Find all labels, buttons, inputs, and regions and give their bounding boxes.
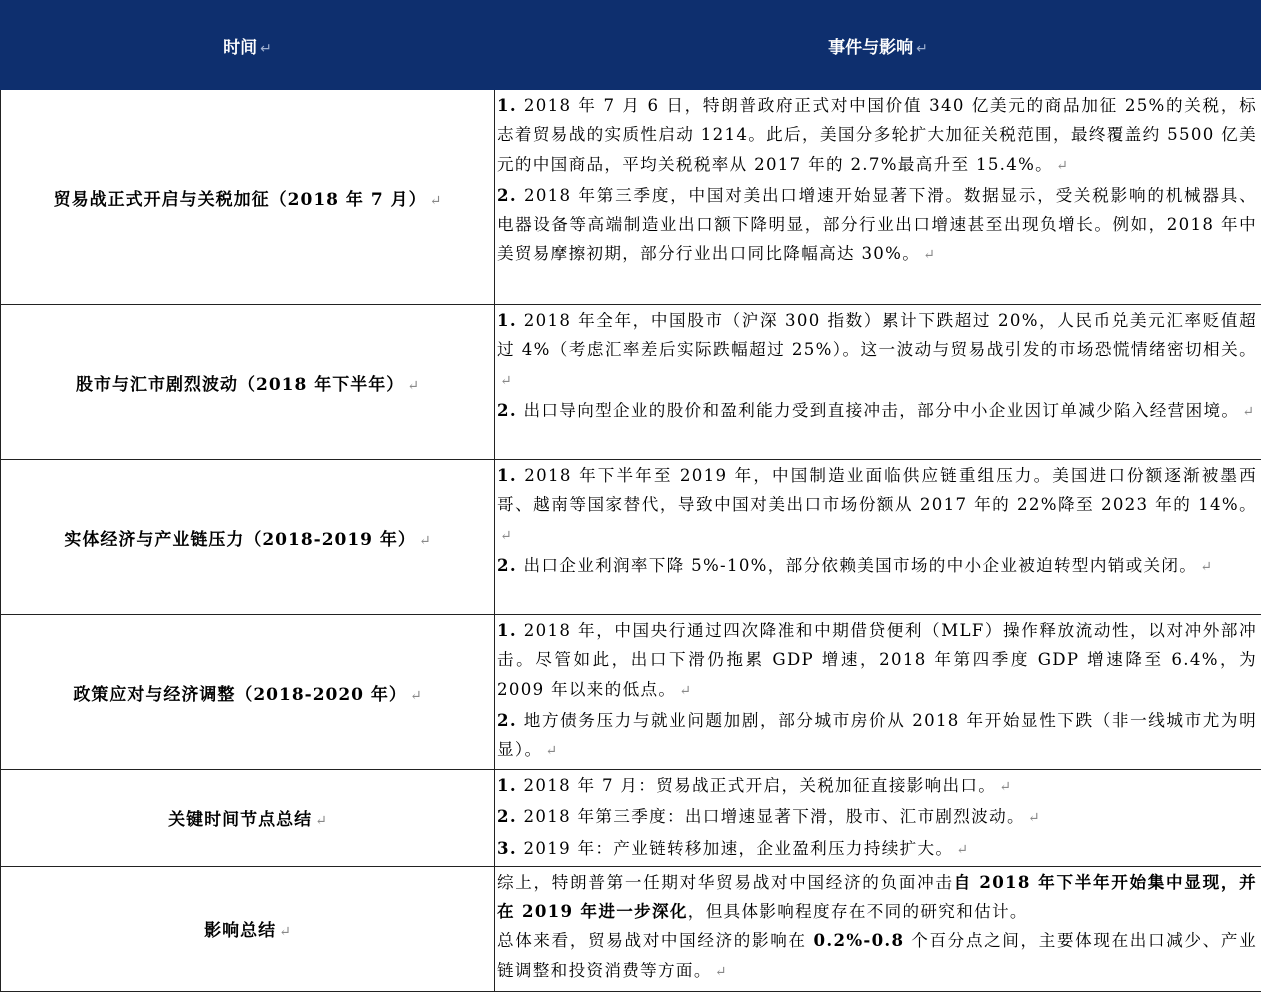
event-item: 1. 2018 年 7 月：贸易战正式开启，关税加征直接影响出口。 ↵ bbox=[497, 771, 1257, 802]
event-item: 2. 2018 年第三季度，中国对美出口增速开始显著下滑。数据显示，受关税影响的机械器具、电器设备等高端制造业出口额下降明显，部分行业出口增速甚至出现负增长。例如，2018 年中美贸易摩擦初期，部分行业出口同比降幅高达 30%。 ↵ bbox=[497, 181, 1257, 271]
time-cell: 关键时间节点总结 ↵ bbox=[1, 770, 495, 867]
table-row bbox=[1, 460, 1261, 615]
event-item: 2. 出口企业利润率下降 5%-10%，部分依赖美国市场的中小企业被迫转型内销或关闭。 ↵ bbox=[497, 551, 1257, 582]
summary-paragraph: 综上，特朗普第一任期对华贸易战对中国经济的负面冲击自 2018 年下半年开始集中显现，并在 2019 年进一步深化，但具体影响程度存在不同的研究和估计。 bbox=[497, 868, 1257, 927]
event-item: 1. 2018 年，中国央行通过四次降准和中期借贷便利（MLF）操作释放流动性，以对冲外部冲击。尽管如此，出口下滑仍拖累 GDP 增速，2018 年第四季度 GDP 增速降至 6.4%，为 2009 年以来的低点。 ↵ bbox=[497, 616, 1257, 706]
table-row bbox=[1, 90, 1261, 305]
event-item: 1. 2018 年全年，中国股市（沪深 300 指数）累计下跌超过 20%，人民币兑美元汇率贬值超过 4%（考虑汇率差后实际跌幅超过 25%）。这一波动与贸易战引发的市场恐慌情绪密切相关。↵ bbox=[497, 306, 1257, 396]
event-item: 2. 地方债务压力与就业问题加剧，部分城市房价从 2018 年开始显性下跌（非一线城市尤为明显）。 ↵ bbox=[497, 706, 1257, 767]
event-item: 2. 出口导向型企业的股价和盈利能力受到直接冲击，部分中小企业因订单减少陷入经营困境。 ↵ bbox=[497, 396, 1257, 427]
summary-paragraph: 总体来看，贸易战对中国经济的影响在 0.2%-0.8 个百分点之间，主要体现在出口减少、产业链调整和投资消费等方面。 ↵ bbox=[497, 926, 1257, 987]
table-row bbox=[1, 615, 1261, 770]
summary-cell bbox=[495, 866, 1261, 991]
table-row bbox=[1, 305, 1261, 460]
event-item: 3. 2019 年：产业链转移加速，企业盈利压力持续扩大。 ↵ bbox=[497, 834, 1257, 865]
header-time: 时间 ↵ bbox=[1, 1, 495, 90]
table-row bbox=[1, 866, 1261, 991]
event-cell bbox=[495, 460, 1261, 615]
table-row bbox=[1, 770, 1261, 867]
event-cell bbox=[495, 615, 1261, 770]
header-row bbox=[1, 1, 1261, 90]
time-cell: 影响总结 ↵ bbox=[1, 866, 495, 991]
event-item: 2. 2018 年第三季度：出口增速显著下滑，股市、汇市剧烈波动。 ↵ bbox=[497, 802, 1257, 833]
header-event: 事件与影响 ↵ bbox=[495, 1, 1261, 90]
event-cell bbox=[495, 90, 1261, 305]
event-cell bbox=[495, 305, 1261, 460]
time-cell: 政策应对与经济调整（2018-2020 年） ↵ bbox=[1, 615, 495, 770]
time-cell: 股市与汇市剧烈波动（2018 年下半年） ↵ bbox=[1, 305, 495, 460]
event-cell bbox=[495, 770, 1261, 867]
time-cell: 贸易战正式开启与关税加征（2018 年 7 月） ↵ bbox=[1, 90, 495, 305]
event-item: 1. 2018 年下半年至 2019 年，中国制造业面临供应链重组压力。美国进口份额逐渐被墨西哥、越南等国家替代，导致中国对美出口市场份额从 2017 年的 22%降至 2023 年的 14%。↵ bbox=[497, 461, 1257, 551]
time-cell: 实体经济与产业链压力（2018-2019 年） ↵ bbox=[1, 460, 495, 615]
event-item: 1. 2018 年 7 月 6 日，特朗普政府正式对中国价值 340 亿美元的商品加征 25%的关税，标志着贸易战的实质性启动 1214。此后，美国分多轮扩大加征关税范围，最终覆盖约 5500 亿美元的中国商品，平均关税税率从 2017 年的 2.7%最高升至 15.4%。 ↵ bbox=[497, 91, 1257, 181]
